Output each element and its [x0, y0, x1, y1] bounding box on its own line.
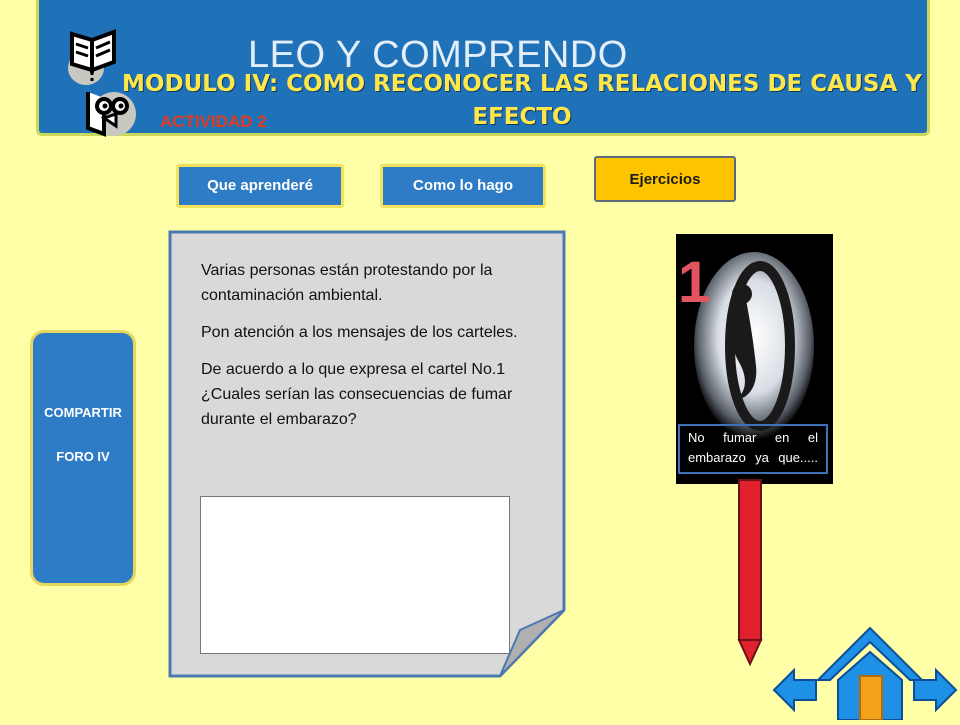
module-title: MODULO IV: COMO RECONOCER LAS RELACIONES DE CAUSA Y EFECTO — [122, 71, 922, 130]
tab-como-lo-hago[interactable]: Como lo hago — [380, 164, 546, 208]
tab-ejercicios[interactable]: Ejercicios — [594, 156, 736, 202]
tab-que-aprendere[interactable]: Que aprenderé — [176, 164, 344, 208]
arrow-right-icon[interactable] — [914, 670, 956, 710]
poster-number: 1 — [678, 250, 711, 315]
instruction-paragraph-3: De acuerdo a lo que expresa el cartel No.1 ¿Cuales serían las consecuencias de fumar durante el embarazo? — [201, 361, 513, 428]
share-label: COMPARTIR — [44, 405, 122, 420]
poster-caption: No fumar en el embarazo ya que..... — [678, 424, 828, 474]
instruction-paragraph-1: Varias personas están protestando por la contaminación ambiental. — [201, 262, 493, 304]
arrow-left-icon[interactable] — [774, 670, 816, 710]
down-arrow-icon — [736, 478, 764, 668]
home-icon[interactable] — [818, 628, 922, 720]
share-forum-button[interactable] — [30, 330, 136, 586]
forum-label: FORO IV — [56, 449, 110, 464]
activity-label: ACTIVIDAD 2 — [160, 112, 267, 131]
answer-input[interactable] — [200, 496, 510, 654]
instructions-text — [201, 258, 535, 444]
bottom-navigation — [770, 626, 960, 725]
app-title: LEO Y COMPRENDO — [248, 34, 628, 76]
instruction-paragraph-2: Pon atención a los mensajes de los carteles. — [201, 324, 518, 341]
